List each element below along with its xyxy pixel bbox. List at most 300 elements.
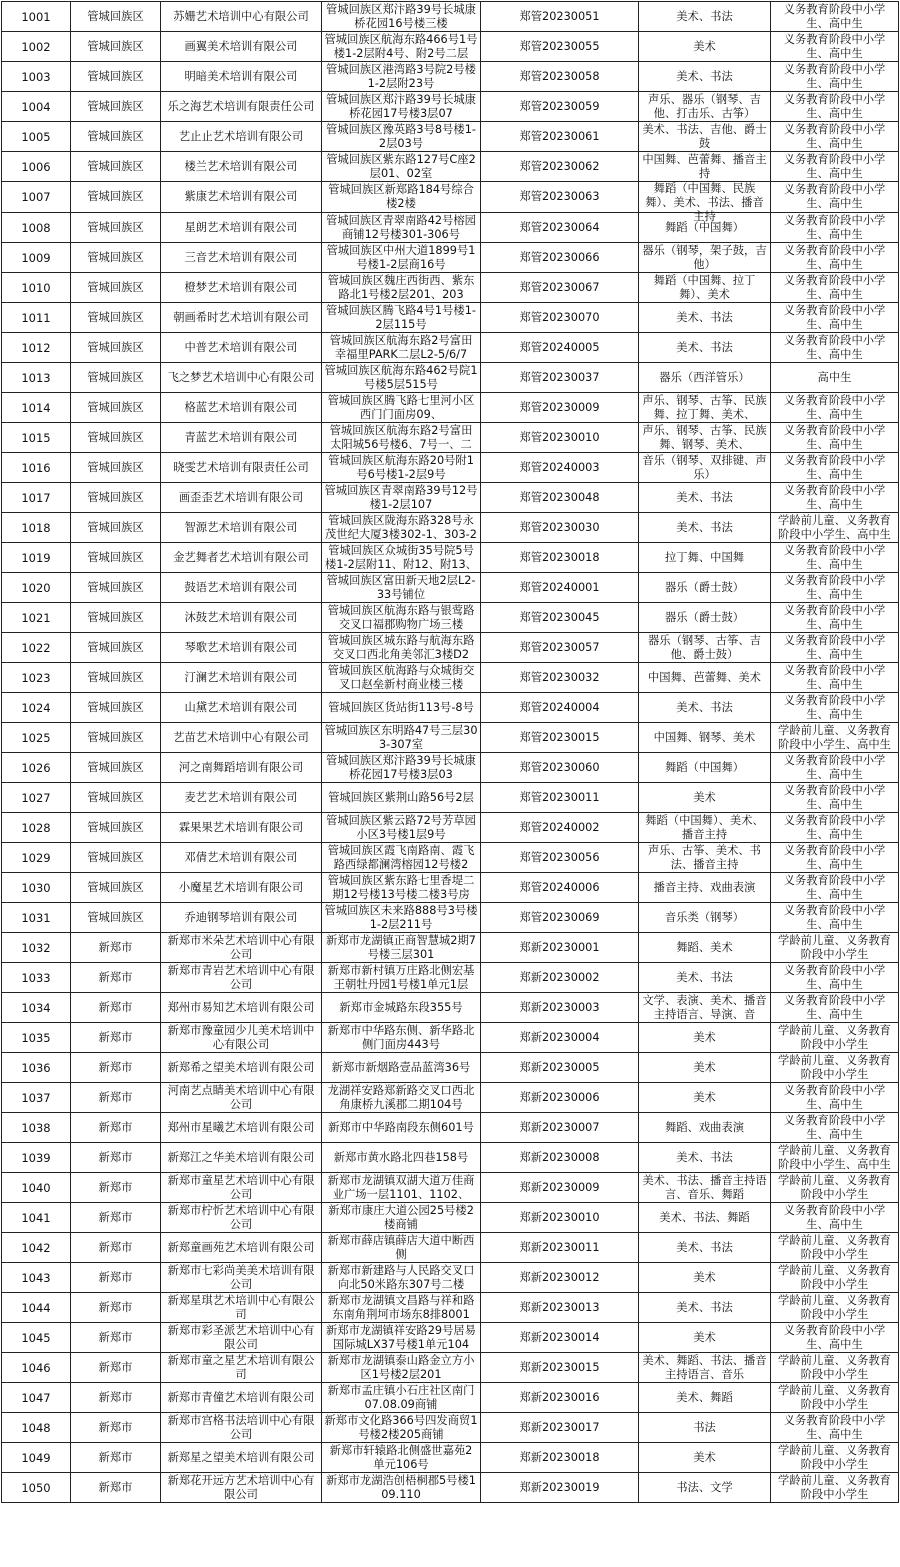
target-students: 义务教育阶段中小学生、高中生	[783, 423, 886, 451]
target-students: 义务教育阶段中小学生、高中生	[783, 813, 886, 841]
district: 新郑市	[98, 1150, 133, 1164]
license-number: 郑新20230017	[519, 1420, 600, 1434]
institution-name-cell	[161, 993, 322, 1023]
target-students-cell	[771, 873, 899, 903]
institution-name-cell	[161, 152, 322, 182]
address: 新郑市龙湖镇文昌路与祥和路东南角荆坷市场东8排8001	[327, 1293, 475, 1321]
target-students: 学龄前儿童、义务教育阶段中小学生	[778, 1353, 891, 1381]
row-number: 1008	[21, 220, 51, 235]
table-row	[2, 663, 899, 693]
target-students: 学龄前儿童、义务教育阶段中小学生、高中生	[778, 513, 891, 541]
target-students-cell	[771, 32, 899, 62]
address-cell	[322, 783, 481, 813]
training-subjects-cell	[639, 333, 771, 363]
training-subjects: 美术、书法、舞蹈	[659, 1210, 750, 1224]
district-cell	[71, 873, 161, 903]
institution-name: 新郑市七彩尚美美术培训有限公司	[167, 1263, 315, 1291]
license-number: 郑管20230056	[519, 850, 600, 864]
row-number-cell	[2, 393, 71, 423]
district: 新郑市	[98, 1360, 133, 1374]
target-students-cell	[771, 1233, 899, 1263]
license-number: 郑新20230010	[519, 1210, 600, 1224]
row-number-cell	[2, 122, 71, 152]
address-cell	[322, 1263, 481, 1293]
institution-name-cell	[161, 663, 322, 693]
address-cell	[322, 1383, 481, 1413]
training-subjects: 美术、书法	[676, 700, 733, 714]
row-number-cell	[2, 1473, 71, 1503]
target-students-cell	[771, 1023, 899, 1053]
institution-name: 金艺舞者艺术培训有限公司	[173, 550, 309, 564]
license-number: 郑管20230011	[519, 790, 600, 804]
table-row	[2, 92, 899, 122]
institution-name-cell	[161, 303, 322, 333]
license-number-cell	[481, 393, 639, 423]
training-subjects: 美术、书法	[676, 340, 733, 354]
target-students: 义务教育阶段中小学生、高中生	[783, 603, 886, 631]
training-subjects: 中国舞、芭蕾舞、美术	[648, 670, 761, 684]
target-students: 学龄前儿童、义务教育阶段中小学生	[778, 1293, 891, 1321]
district-cell	[71, 513, 161, 543]
address: 管城回族区郑汴路39号长城康桥花园17号楼3层07	[326, 92, 476, 120]
training-subjects-cell	[639, 573, 771, 603]
target-students-cell	[771, 1353, 899, 1383]
district: 管城回族区	[87, 9, 144, 23]
row-number: 1033	[21, 970, 51, 985]
address: 管城回族区紫云路72号芳草园小区3号楼1层9号	[326, 813, 476, 841]
table-row	[2, 1083, 899, 1113]
license-number-cell	[481, 1143, 639, 1173]
target-students-cell	[771, 453, 899, 483]
training-subjects: 舞蹈（中国舞）	[664, 220, 745, 234]
training-subjects: 文学、表演、美术、播音主持语言、导演、音	[642, 993, 767, 1021]
target-students: 义务教育阶段中小学生、高中生	[783, 663, 886, 691]
district-cell	[71, 843, 161, 873]
table-row	[2, 603, 899, 633]
district: 新郑市	[98, 1090, 133, 1104]
address-cell	[322, 423, 481, 453]
institution-name-cell	[161, 62, 322, 92]
target-students: 学龄前儿童、义务教育阶段中小学生	[778, 1443, 891, 1471]
address-cell	[322, 1143, 481, 1173]
address-cell	[322, 92, 481, 122]
address-cell	[322, 933, 481, 963]
table-row	[2, 633, 899, 663]
district-cell	[71, 182, 161, 213]
training-subjects-cell	[639, 1143, 771, 1173]
target-students-cell	[771, 1413, 899, 1443]
district: 管城回族区	[87, 790, 144, 804]
target-students: 义务教育阶段中小学生、高中生	[783, 333, 886, 361]
district: 新郑市	[98, 1000, 133, 1014]
institution-name: 河之南舞蹈培训有限公司	[178, 760, 304, 774]
training-subjects: 美术、书法	[676, 490, 733, 504]
training-subjects: 美术、书法	[676, 9, 733, 23]
target-students-cell	[771, 122, 899, 152]
row-number-cell	[2, 483, 71, 513]
training-subjects-cell	[639, 633, 771, 663]
district-cell	[71, 663, 161, 693]
training-subjects: 美术	[693, 1330, 716, 1344]
row-number: 1034	[21, 1000, 51, 1015]
row-number: 1027	[21, 790, 51, 805]
row-number-cell	[2, 843, 71, 873]
row-number-cell	[2, 182, 71, 213]
row-number-cell	[2, 963, 71, 993]
training-subjects-cell	[639, 32, 771, 62]
table-row	[2, 1053, 899, 1083]
target-students: 义务教育阶段中小学生、高中生	[783, 2, 886, 30]
table-row	[2, 1203, 899, 1233]
institution-name-cell	[161, 513, 322, 543]
license-number: 郑管20230015	[519, 730, 600, 744]
training-subjects: 美术、书法	[676, 1150, 733, 1164]
institution-name: 新郑花开远方艺术培训中心有限公司	[167, 1473, 315, 1501]
license-number: 郑管20230048	[519, 490, 600, 504]
address-cell	[322, 62, 481, 92]
target-students-cell	[771, 62, 899, 92]
row-number: 1036	[21, 1060, 51, 1075]
institution-name: 新郑星之望美术培训有限公司	[167, 1450, 315, 1464]
institution-name-cell	[161, 1263, 322, 1293]
address: 新郑市文化路366号四发商贸1号楼2楼205商铺	[324, 1413, 478, 1441]
table-row	[2, 1263, 899, 1293]
district-cell	[71, 92, 161, 122]
institution-name-cell	[161, 1203, 322, 1233]
row-number: 1013	[21, 370, 51, 385]
table-row	[2, 152, 899, 182]
target-students: 义务教育阶段中小学生、高中生	[783, 122, 886, 150]
license-number: 郑管20240005	[519, 340, 600, 354]
row-number: 1015	[21, 430, 51, 445]
institution-name: 山黛艺术培训有限公司	[184, 700, 298, 714]
training-subjects: 美术	[693, 1060, 716, 1074]
license-number: 郑新20230003	[519, 1000, 600, 1014]
target-students: 义务教育阶段中小学生、高中生	[783, 183, 886, 210]
row-number-cell	[2, 903, 71, 933]
institution-name-cell	[161, 273, 322, 303]
institution-name-cell	[161, 1473, 322, 1503]
row-number: 1035	[21, 1030, 51, 1045]
training-subjects-cell	[639, 1353, 771, 1383]
target-students-cell	[771, 213, 899, 243]
row-number-cell	[2, 1323, 71, 1353]
table-row	[2, 873, 899, 903]
table-row	[2, 1293, 899, 1323]
license-number: 郑新20230015	[519, 1360, 600, 1374]
row-number-cell	[2, 1023, 71, 1053]
district: 管城回族区	[87, 430, 144, 444]
district: 管城回族区	[87, 760, 144, 774]
table-row	[2, 1143, 899, 1173]
row-number-cell	[2, 453, 71, 483]
district: 管城回族区	[87, 670, 144, 684]
table-row	[2, 363, 899, 393]
row-number: 1024	[21, 700, 51, 715]
district: 管城回族区	[87, 610, 144, 624]
license-number: 郑管20230070	[519, 310, 600, 324]
table-row	[2, 393, 899, 423]
license-number: 郑管20230061	[519, 129, 600, 143]
license-number-cell	[481, 32, 639, 62]
table-row	[2, 1383, 899, 1413]
institution-name-cell	[161, 393, 322, 423]
row-number: 1002	[21, 39, 51, 54]
license-number-cell	[481, 573, 639, 603]
license-number: 郑管20230060	[519, 760, 600, 774]
target-students: 义务教育阶段中小学生、高中生	[783, 213, 886, 241]
institution-name-cell	[161, 693, 322, 723]
target-students: 学龄前儿童、义务教育阶段中小学生	[778, 1173, 891, 1201]
institution-name: 苏姗艺术培训中心有限公司	[173, 9, 309, 23]
row-number: 1021	[21, 610, 51, 625]
row-number: 1014	[21, 400, 51, 415]
row-number: 1045	[21, 1330, 51, 1345]
row-number: 1001	[21, 9, 51, 24]
row-number: 1026	[21, 760, 51, 775]
institution-name-cell	[161, 1413, 322, 1443]
address-cell	[322, 273, 481, 303]
address-cell	[322, 243, 481, 273]
district-cell	[71, 1053, 161, 1083]
table-row	[2, 243, 899, 273]
district: 新郑市	[98, 1480, 133, 1494]
institution-name-cell	[161, 1323, 322, 1353]
row-number-cell	[2, 62, 71, 92]
training-subjects-cell	[639, 1413, 771, 1443]
license-number: 郑管20240001	[519, 580, 600, 594]
target-students-cell	[771, 633, 899, 663]
row-number-cell	[2, 1353, 71, 1383]
table-row	[2, 993, 899, 1023]
row-number-cell	[2, 513, 71, 543]
district: 新郑市	[98, 940, 133, 954]
institution-name-cell	[161, 333, 322, 363]
target-students-cell	[771, 543, 899, 573]
table-row	[2, 1473, 899, 1503]
training-subjects: 舞蹈（中国舞）、美术、播音主持	[645, 813, 764, 841]
row-number-cell	[2, 1233, 71, 1263]
license-number-cell	[481, 1083, 639, 1113]
address-cell	[322, 1083, 481, 1113]
training-subjects: 音乐类（钢琴）	[664, 910, 745, 924]
license-number-cell	[481, 1383, 639, 1413]
address: 新郑市龙湖浩创梧桐郡5号楼109.110	[326, 1473, 476, 1501]
district-cell	[71, 1473, 161, 1503]
license-number-cell	[481, 1173, 639, 1203]
institution-name-cell	[161, 813, 322, 843]
address: 管城回族区青翠南路39号12号楼1-2层107	[324, 483, 478, 511]
address: 新郑市康庄大道公园25号楼2楼商铺	[328, 1203, 474, 1231]
license-number: 郑管20230032	[519, 670, 600, 684]
license-number: 郑新20230018	[519, 1450, 600, 1464]
target-students: 高中生	[817, 370, 852, 384]
address: 管城回族区航海东路466号1号楼1-2层附4号、附2号二层	[324, 32, 478, 60]
address: 管城回族区港湾路3号院2号楼1-2层附23号	[326, 62, 476, 90]
license-number-cell	[481, 213, 639, 243]
address-cell	[322, 32, 481, 62]
row-number-cell	[2, 1053, 71, 1083]
address: 管城回族区城东路与航海东路交叉口西北角美邻汇3楼D2	[327, 633, 475, 661]
license-number-cell	[481, 1293, 639, 1323]
institution-name-cell	[161, 243, 322, 273]
table-row	[2, 122, 899, 152]
address-cell	[322, 453, 481, 483]
training-subjects: 舞蹈（中国舞、民族舞）、美术、书法、播音主持	[645, 182, 764, 223]
license-number-cell	[481, 333, 639, 363]
district-cell	[71, 633, 161, 663]
table-row	[2, 903, 899, 933]
institution-name: 新郑江之华美术培训有限公司	[167, 1150, 315, 1164]
license-number-cell	[481, 453, 639, 483]
row-number: 1028	[21, 820, 51, 835]
training-subjects: 美术	[693, 1270, 716, 1284]
license-number: 郑新20230019	[519, 1480, 600, 1494]
district-cell	[71, 1383, 161, 1413]
row-number-cell	[2, 783, 71, 813]
training-subjects: 舞蹈、戏曲表演	[664, 1120, 745, 1134]
table-body	[2, 2, 899, 1503]
address: 管城回族区航海东路20号附1号6号楼1-2层9号	[328, 453, 474, 481]
district: 新郑市	[98, 1330, 133, 1344]
row-number: 1047	[21, 1390, 51, 1405]
district-cell	[71, 1323, 161, 1353]
training-subjects: 音乐（钢琴、双排键、声乐）	[642, 453, 767, 481]
training-subjects-cell	[639, 1263, 771, 1293]
address-cell	[322, 1173, 481, 1203]
license-number: 郑新20230014	[519, 1330, 600, 1344]
address-cell	[322, 333, 481, 363]
training-subjects-cell	[639, 453, 771, 483]
training-subjects-cell	[639, 1323, 771, 1353]
target-students-cell	[771, 603, 899, 633]
license-number-cell	[481, 873, 639, 903]
target-students-cell	[771, 963, 899, 993]
target-students-cell	[771, 753, 899, 783]
row-number: 1005	[21, 129, 51, 144]
district: 新郑市	[98, 1180, 133, 1194]
district-cell	[71, 453, 161, 483]
table-row	[2, 543, 899, 573]
license-number-cell	[481, 1413, 639, 1443]
institution-name: 新郑市青僮艺术培训有限公司	[167, 1390, 315, 1404]
row-number-cell	[2, 603, 71, 633]
district: 管城回族区	[87, 39, 144, 53]
target-students: 义务教育阶段中小学生、高中生	[783, 32, 886, 60]
address: 管城回族区航海东路2号富田太阳城56号楼6、7号一、二	[329, 423, 473, 451]
institution-name: 艺止止艺术培训有限公司	[178, 129, 304, 143]
target-students-cell	[771, 1473, 899, 1503]
address: 管城回族区未来路888号3号楼1-2层211号	[324, 903, 478, 931]
training-subjects: 器乐（钢琴、古筝、吉他、爵士鼓）	[648, 633, 761, 661]
row-number-cell	[2, 92, 71, 122]
institution-name-cell	[161, 122, 322, 152]
license-number-cell	[481, 273, 639, 303]
license-number-cell	[481, 1233, 639, 1263]
address: 新郑市金城路东段355号	[339, 1000, 463, 1014]
training-subjects: 舞蹈、美术	[676, 940, 733, 954]
institution-name: 郑州市易知艺术培训有限公司	[167, 1000, 315, 1014]
district-cell	[71, 1083, 161, 1113]
district: 管城回族区	[87, 129, 144, 143]
row-number-cell	[2, 723, 71, 753]
institution-name-cell	[161, 1383, 322, 1413]
license-number-cell	[481, 483, 639, 513]
row-number-cell	[2, 243, 71, 273]
training-subjects-cell	[639, 933, 771, 963]
target-students-cell	[771, 182, 899, 213]
institution-name: 郑州市星曦艺术培训有限公司	[167, 1120, 315, 1134]
row-number-cell	[2, 873, 71, 903]
district-cell	[71, 32, 161, 62]
address-cell	[322, 543, 481, 573]
target-students-cell	[771, 243, 899, 273]
table-row	[2, 723, 899, 753]
institution-name: 青蓝艺术培训有限公司	[184, 430, 298, 444]
address-cell	[322, 633, 481, 663]
institution-name-cell	[161, 903, 322, 933]
target-students: 义务教育阶段中小学生、高中生	[783, 753, 886, 781]
target-students: 学龄前儿童、义务教育阶段中小学生	[778, 1383, 891, 1411]
training-subjects-cell	[639, 993, 771, 1023]
target-students: 学龄前儿童、义务教育阶段中小学生	[778, 1263, 891, 1291]
address: 新郑市孟庄镇小石庄社区南门07.08.09商铺	[327, 1383, 475, 1411]
district: 新郑市	[98, 1210, 133, 1224]
institution-name-cell	[161, 483, 322, 513]
district-cell	[71, 303, 161, 333]
district-cell	[71, 243, 161, 273]
training-subjects: 器乐（西洋管乐）	[659, 370, 750, 384]
address-cell	[322, 753, 481, 783]
address-cell	[322, 1413, 481, 1443]
institution-name: 画歪歪艺术培训有限公司	[178, 490, 304, 504]
training-subjects: 声乐、器乐（钢琴、吉他、打击乐、古筝）	[648, 92, 761, 120]
row-number: 1050	[21, 1480, 51, 1495]
row-number: 1038	[21, 1120, 51, 1135]
row-number-cell	[2, 1263, 71, 1293]
institution-name: 小魔星艺术培训有限公司	[178, 880, 304, 894]
license-number-cell	[481, 152, 639, 182]
district-cell	[71, 423, 161, 453]
district-cell	[71, 1443, 161, 1473]
district: 管城回族区	[87, 730, 144, 744]
table-row	[2, 783, 899, 813]
institution-name-cell	[161, 963, 322, 993]
row-number: 1041	[21, 1210, 51, 1225]
address-cell	[322, 903, 481, 933]
training-subjects-cell	[639, 363, 771, 393]
institution-name: 新郑市宫格书法培训中心有限公司	[167, 1413, 315, 1441]
row-number-cell	[2, 693, 71, 723]
district-cell	[71, 122, 161, 152]
row-number: 1046	[21, 1360, 51, 1375]
license-number: 郑新20230005	[519, 1060, 600, 1074]
address-cell	[322, 1203, 481, 1233]
district: 新郑市	[98, 1030, 133, 1044]
target-students-cell	[771, 813, 899, 843]
institution-name: 楼兰艺术培训有限公司	[184, 159, 298, 173]
target-students: 学龄前儿童、义务教育阶段中小学生、高中生	[778, 1143, 891, 1171]
address: 新郑市新村镇万庄路北侧宏基王朝牡丹园1号楼1单元1层	[327, 963, 475, 991]
training-subjects: 美术、舞蹈、书法、播音主持语言、音乐	[642, 1353, 767, 1381]
license-number: 郑管20230010	[519, 430, 600, 444]
license-number: 郑管20230067	[519, 280, 600, 294]
address-cell	[322, 603, 481, 633]
district: 管城回族区	[87, 580, 144, 594]
target-students: 义务教育阶段中小学生、高中生	[783, 573, 886, 601]
district-cell	[71, 753, 161, 783]
target-students: 义务教育阶段中小学生、高中生	[783, 693, 886, 721]
